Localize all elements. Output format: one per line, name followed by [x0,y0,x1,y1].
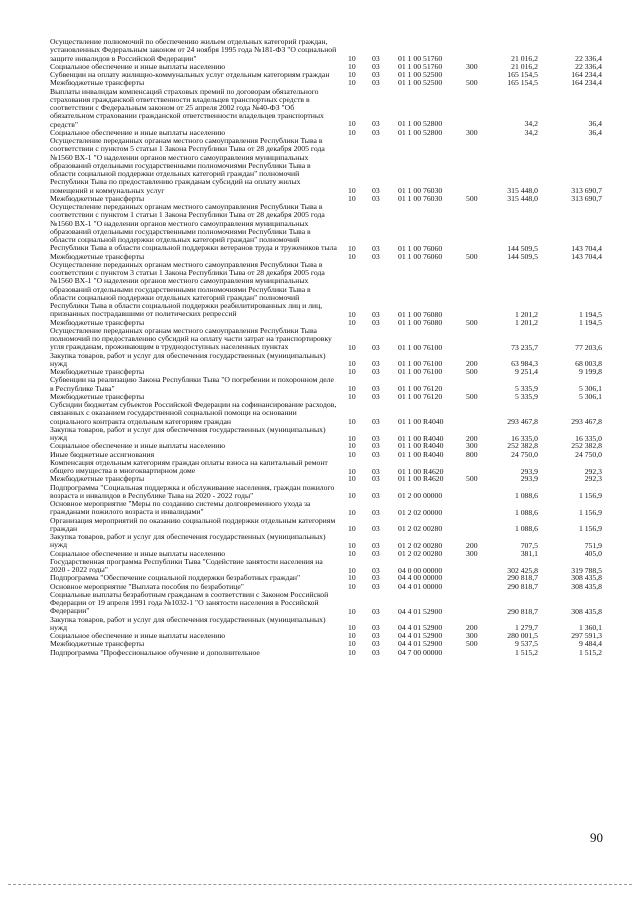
row-section: 10 [348,524,356,534]
row-expense-type: 300 [466,631,478,640]
row-section: 10 [348,433,356,443]
row-section: 10 [348,61,356,71]
row-amount-year1: 1 088,6 [514,507,538,517]
row-section: 10 [348,367,356,376]
row-target-article: 01 1 00 R4620 [398,474,444,484]
row-section: 10 [348,606,356,616]
row-amount-year1: 290 818,7 [507,573,538,583]
row-amount-year2: 308 435,8 [571,581,602,591]
row-amount-year1: 144 509,5 [507,243,538,253]
row-target-article: 01 1 00 76060 [398,251,443,261]
row-name: Закупка товаров, работ и услуг для обеспечения государственных (муниципальных) нужд [50,614,326,632]
row-amount-year1: 280 001,5 [507,631,538,640]
row-amount-year2: 252 382,8 [571,441,602,451]
row-target-article: 01 1 00 R4040 [398,449,444,459]
row-amount-year2: 319 788,5 [571,565,602,575]
row-target-article: 01 1 00 76120 [398,384,443,393]
row-section: 10 [348,185,356,195]
table-row [0,591,640,616]
table-row [0,352,640,369]
row-amount-year1: 1 088,6 [514,524,538,534]
row-section: 10 [348,573,356,583]
row-amount-year2: 751,9 [584,540,602,550]
row-name: Межбюджетные трансферты [50,251,145,261]
row-amount-year1: 1 088,6 [514,491,538,501]
row-section: 10 [348,78,356,88]
row-section: 10 [348,359,356,369]
row-expense-type: 500 [466,391,478,401]
row-section: 10 [348,647,356,657]
row-amount-year2: 313 690,7 [571,185,602,195]
row-expense-type: 200 [466,623,478,633]
row-target-article: 01 2 02 00280 [398,524,443,534]
row-subsection: 03 [372,185,380,195]
row-amount-year1: 1 279,7 [514,623,538,633]
row-target-article: 04 4 01 52900 [398,639,443,649]
row-name: Осуществление полномочий по обеспечению жильем отдельных категорий граждан, установленных Федеральным законом от 24 ноября 1995 года №181-ФЗ "О социальной защите инвалидов в Российской Федерации" [50,37,337,63]
row-name: Осуществление переданных органам местного самоуправления Республики Тыва в соответствии с пунктом 1 статьи 1 Закона Республики Тыва от 28 декабря 2005 года №1560 ВХ-1 "О наделении органов местного самоуправления муниципальных образований отдельными государственными полномочиями Республики Тыва в области социальной поддержки отдельных категорий граждан" полномочий Республики Тыва в области социальной поддержки ветеранов труда и тружеников тыла [50,202,337,253]
row-expense-type: 200 [466,359,478,369]
row-subsection: 03 [372,540,380,550]
row-subsection: 03 [372,433,380,443]
row-target-article: 01 1 00 76080 [398,317,443,327]
row-name: Межбюджетные трансферты [50,391,145,401]
table-row [0,261,640,319]
row-amount-year1: 315 448,0 [507,185,538,195]
row-subsection: 03 [372,61,380,71]
row-subsection: 03 [372,243,380,253]
row-name: Межбюджетные трансферты [50,317,145,327]
row-amount-year2: 293 467,8 [571,416,602,426]
row-name: Субвенции на реализацию Закона Республики Тыва "О погребении и похоронном деле в Республике Тыва" [50,375,334,393]
table-row [0,327,640,352]
row-name: Межбюджетные трансферты [50,639,145,649]
row-name: Закупка товаров, работ и услуг для обеспечения государственных (муниципальных) нужд [50,424,326,442]
row-name: Основное мероприятие "Меры по созданию системы долговременного ухода за гражданами пожилого возраста и инвалидами" [50,499,311,517]
row-target-article: 01 1 00 R4040 [398,416,444,426]
row-section: 10 [348,548,356,558]
row-name: Социальное обеспечение и иные выплаты населению [50,61,226,71]
row-amount-year1: 5 335,9 [514,391,538,401]
row-section: 10 [348,441,356,451]
row-subsection: 03 [372,548,380,558]
row-amount-year1: 381,1 [520,548,538,558]
table-row [0,484,640,501]
row-amount-year1: 63 984,3 [511,359,538,369]
row-target-article: 04 7 00 00000 [398,647,443,657]
row-expense-type: 500 [466,474,478,484]
row-name: Социальное обеспечение и иные выплаты населению [50,548,226,558]
row-section: 10 [348,565,356,575]
row-section: 10 [348,623,356,633]
table-row [0,426,640,443]
row-amount-year1: 34,2 [524,127,538,137]
row-amount-year1: 293 467,8 [507,416,538,426]
row-amount-year1: 21 016,2 [511,61,538,71]
table-row [0,401,640,426]
row-amount-year1: 9 537,5 [514,639,538,649]
row-name: Компенсация отдельным категориям граждан оплаты взноса на капитальный ремонт общего имущества в многоквартирном доме [50,457,328,475]
row-name: Подпрограмма "Профессиональное обучение и дополнительное [50,647,260,657]
row-target-article: 04 4 01 52900 [398,606,443,616]
row-amount-year2: 36,4 [588,119,602,129]
row-amount-year2: 5 306,1 [578,391,602,401]
row-name: Государственная программа Республики Тыва "Содействие занятости населения на 2020 - 2022 годы" [50,556,323,574]
row-expense-type: 200 [466,433,478,443]
row-amount-year2: 1 156,9 [578,524,602,534]
page-number: 90 [590,830,603,845]
row-amount-year1: 5 335,9 [514,384,538,393]
row-name: Социальное обеспечение и иные выплаты населению [50,441,226,451]
row-section: 10 [348,416,356,426]
row-section: 10 [348,127,356,137]
row-target-article: 04 0 00 00000 [398,565,443,575]
table-row [0,558,640,575]
row-target-article: 01 2 02 00280 [398,540,443,550]
row-amount-year2: 22 336,4 [575,53,602,63]
row-amount-year2: 1 156,9 [578,507,602,517]
row-section: 10 [348,309,356,319]
table-row [0,616,640,633]
row-name: Межбюджетные трансферты [50,193,145,203]
row-amount-year2: 308 435,8 [571,606,602,616]
row-subsection: 03 [372,441,380,451]
row-target-article: 01 1 00 R4040 [398,433,444,443]
table-row [0,137,640,195]
row-amount-year1: 707,5 [520,540,538,550]
row-amount-year2: 143 704,4 [571,243,602,253]
row-amount-year1: 144 509,5 [507,251,538,261]
row-target-article: 01 1 00 51760 [398,53,443,63]
table-row [0,533,640,550]
row-amount-year1: 1 201,2 [514,317,538,327]
row-section: 10 [348,53,356,63]
row-target-article: 01 1 00 52500 [398,78,443,88]
table-row [0,38,640,63]
row-amount-year2: 9 484,4 [578,639,602,649]
row-amount-year2: 1 156,9 [578,491,602,501]
row-amount-year1: 34,2 [524,119,538,129]
row-amount-year2: 22 336,4 [575,61,602,71]
row-amount-year2: 77 203,6 [575,342,602,352]
row-name: Иные бюджетные ассигнования [50,449,155,459]
row-subsection: 03 [372,416,380,426]
row-subsection: 03 [372,53,380,63]
row-amount-year1: 293,9 [520,474,538,484]
row-target-article: 01 1 00 76100 [398,367,443,376]
row-target-article: 01 1 00 R4620 [398,466,444,476]
row-amount-year1: 21 016,2 [511,53,538,63]
row-amount-year2: 5 306,1 [578,384,602,393]
row-subsection: 03 [372,449,380,459]
row-name: Закупка товаров, работ и услуг для обеспечения государственных (муниципальных) нужд [50,350,326,368]
row-target-article: 01 1 00 52500 [398,70,443,79]
row-subsection: 03 [372,317,380,327]
row-amount-year2: 1 515,2 [578,647,602,657]
row-amount-year1: 293,9 [520,466,538,476]
row-amount-year2: 1 360,1 [578,623,602,633]
row-target-article: 01 1 00 51760 [398,61,443,71]
row-amount-year2: 292,3 [584,466,602,476]
row-section: 10 [348,631,356,640]
row-expense-type: 800 [466,449,478,459]
row-amount-year1: 315 448,0 [507,193,538,203]
row-amount-year2: 297 591,3 [571,631,602,640]
row-name: Осуществление переданных органам местного самоуправления Республики Тыва в соответствии с пунктом 5 статьи 1 Закона Республики Тыва от 28 декабря 2005 года №1560 ВХ-1 "О наделении органов местного самоуправления муниципальных образований отдельными государственными полномочиями Республики Тыва в области социальной поддержки отдельных категорий граждан" полномочий Республики Тыва по предоставлению гражданам субсидий на оплату жилых помещений и коммунальных услуг [50,136,325,195]
row-subsection: 03 [372,631,380,640]
row-name: Выплаты инвалидам компенсаций страховых премий по договорам обязательного страхования гражданской ответственности владельцев транспортных средств в соответствии с Федеральным законом от 25 апреля 2002 года №40-ФЗ "Об обязательном страховании гражданской ответственности владельцев транспортных средств" [50,86,324,129]
row-name: Межбюджетные трансферты [50,474,145,484]
row-amount-year2: 292,3 [584,474,602,484]
row-target-article: 01 2 02 00280 [398,548,443,558]
row-amount-year1: 290 818,7 [507,606,538,616]
row-amount-year1: 16 335,0 [511,433,538,443]
row-amount-year2: 1 194,5 [578,317,602,327]
row-amount-year1: 252 382,8 [507,441,538,451]
row-section: 10 [348,119,356,129]
row-amount-year2: 36,4 [588,127,602,137]
row-subsection: 03 [372,384,380,393]
row-expense-type: 300 [466,441,478,451]
row-section: 10 [348,540,356,550]
row-subsection: 03 [372,474,380,484]
row-subsection: 03 [372,359,380,369]
row-amount-year1: 302 425,8 [507,565,538,575]
row-subsection: 03 [372,78,380,88]
row-expense-type: 500 [466,639,478,649]
row-subsection: 03 [372,119,380,129]
table-row [0,203,640,253]
row-expense-type: 300 [466,61,478,71]
row-subsection: 03 [372,466,380,476]
row-section: 10 [348,581,356,591]
row-expense-type: 500 [466,367,478,376]
row-target-article: 01 1 00 52800 [398,127,443,137]
row-name: Межбюджетные трансферты [50,367,145,376]
row-amount-year2: 143 704,4 [571,251,602,261]
row-expense-type: 500 [466,193,478,203]
row-amount-year2: 405,0 [584,548,602,558]
row-target-article: 04 4 01 00000 [398,581,443,591]
row-target-article: 04 4 01 52900 [398,631,443,640]
row-expense-type: 200 [466,540,478,550]
row-section: 10 [348,391,356,401]
row-subsection: 03 [372,565,380,575]
row-name: Осуществление переданных органам местного самоуправления Республики Тыва полномочий по предоставлению субсидий на оплату части затрат на транспортировку угля гражданам, проживающим в труднодоступных населенных пунктах [50,325,332,352]
row-target-article: 04 4 01 52900 [398,623,443,633]
row-target-article: 01 1 00 R4040 [398,441,444,451]
row-subsection: 03 [372,623,380,633]
row-section: 10 [348,466,356,476]
row-subsection: 03 [372,70,380,79]
row-section: 10 [348,491,356,501]
row-section: 10 [348,243,356,253]
row-subsection: 03 [372,342,380,352]
row-name: Субсидии бюджетам субъектов Российской Федерации на софинансирование расходов, связанных с оказанием государственной социальной помощи на основании социального контракта отдельным категориям граждан [50,400,337,426]
row-amount-year2: 164 234,4 [571,70,602,79]
row-subsection: 03 [372,507,380,517]
row-target-article: 01 1 00 76100 [398,342,443,352]
table-row [0,459,640,476]
table-row [0,376,640,393]
row-name: Подпрограмма "Обеспечение социальной поддержки безработных граждан" [50,573,301,583]
row-subsection: 03 [372,606,380,616]
row-subsection: 03 [372,491,380,501]
row-subsection: 03 [372,581,380,591]
row-section: 10 [348,507,356,517]
row-target-article: 01 1 00 76060 [398,243,443,253]
row-section: 10 [348,384,356,393]
row-amount-year2: 24 750,0 [575,449,602,459]
row-amount-year1: 73 235,7 [511,342,538,352]
row-amount-year1: 24 750,0 [511,449,538,459]
row-name: Социальное обеспечение и иные выплаты населению [50,631,226,640]
row-section: 10 [348,474,356,484]
row-subsection: 03 [372,251,380,261]
row-name: Осуществление переданных органам местного самоуправления Республики Тыва в соответствии с пунктом 3 статьи 1 Закона Республики Тыва от 28 декабря 2005 года №1560 ВХ-1 "О наделении органов местного самоуправления муниципальных образований отдельными государственными полномочиями Республики Тыва в области социальной поддержки отдельных категорий граждан" полномочий Республики Тыва в области социальной поддержки реабилитированных лиц и лиц, признанных пострадавшими от политических репрессий [50,259,325,319]
row-amount-year2: 313 690,7 [571,193,602,203]
row-target-article: 01 2 00 00000 [398,491,443,501]
row-amount-year2: 68 003,8 [575,359,602,369]
row-section: 10 [348,193,356,203]
row-amount-year1: 290 818,7 [507,581,538,591]
row-section: 10 [348,70,356,79]
row-name: Основное мероприятие "Выплата пособия по безработице" [50,581,244,591]
row-section: 10 [348,639,356,649]
row-name: Подпрограмма "Социальная поддержка и обслуживание населения, граждан пожилого возраста и инвалидов в Республике Тыва на 2020 - 2022 годы" [50,482,335,500]
row-target-article: 01 1 00 76030 [398,193,443,203]
row-target-article: 01 1 00 76100 [398,359,443,369]
table-row [0,500,640,517]
row-subsection: 03 [372,127,380,137]
row-section: 10 [348,342,356,352]
row-name: Социальное обеспечение и иные выплаты населению [50,127,226,137]
budget-table [0,38,640,657]
row-subsection: 03 [372,193,380,203]
row-target-article: 04 4 00 00000 [398,573,443,583]
row-section: 10 [348,251,356,261]
row-target-article: 01 1 00 76080 [398,309,443,319]
row-amount-year2: 1 194,5 [578,309,602,319]
row-expense-type: 300 [466,127,478,137]
row-amount-year2: 164 234,4 [571,78,602,88]
row-name: Организация мероприятий по оказанию социальной поддержки отдельным категориям граждан [50,515,336,533]
row-target-article: 01 2 02 00000 [398,507,443,517]
row-name: Социальные выплаты безработным гражданам в соответствии с Законом Российской Федерации от 19 апреля 1991 года №1032-1 "О занятости населения в Российской Федерации" [50,589,329,616]
row-section: 10 [348,317,356,327]
scan-edge-line [8,884,632,885]
row-expense-type: 500 [466,317,478,327]
row-amount-year1: 165 154,5 [507,70,538,79]
row-target-article: 01 1 00 76030 [398,185,443,195]
row-subsection: 03 [372,524,380,534]
row-name: Субвенции на оплату жилищно-коммунальных услуг отдельным категориям граждан [50,70,330,79]
row-subsection: 03 [372,573,380,583]
row-target-article: 01 1 00 76120 [398,391,443,401]
row-amount-year2: 16 335,0 [575,433,602,443]
row-name: Закупка товаров, работ и услуг для обеспечения государственных (муниципальных) нужд [50,532,326,550]
row-amount-year1: 1 201,2 [514,309,538,319]
row-amount-year2: 308 435,8 [571,573,602,583]
table-row [0,88,640,129]
row-expense-type: 300 [466,548,478,558]
row-subsection: 03 [372,391,380,401]
row-amount-year2: 9 199,8 [578,367,602,376]
row-target-article: 01 1 00 52800 [398,119,443,129]
row-expense-type: 500 [466,251,478,261]
row-amount-year1: 1 515,2 [514,647,538,657]
table-row [0,517,640,534]
row-amount-year1: 9 251,4 [514,367,538,376]
row-name: Межбюджетные трансферты [50,78,145,88]
row-subsection: 03 [372,309,380,319]
row-amount-year1: 165 154,5 [507,78,538,88]
row-section: 10 [348,449,356,459]
row-subsection: 03 [372,639,380,649]
row-subsection: 03 [372,367,380,376]
table-row [0,649,640,657]
row-subsection: 03 [372,647,380,657]
row-expense-type: 500 [466,78,478,88]
